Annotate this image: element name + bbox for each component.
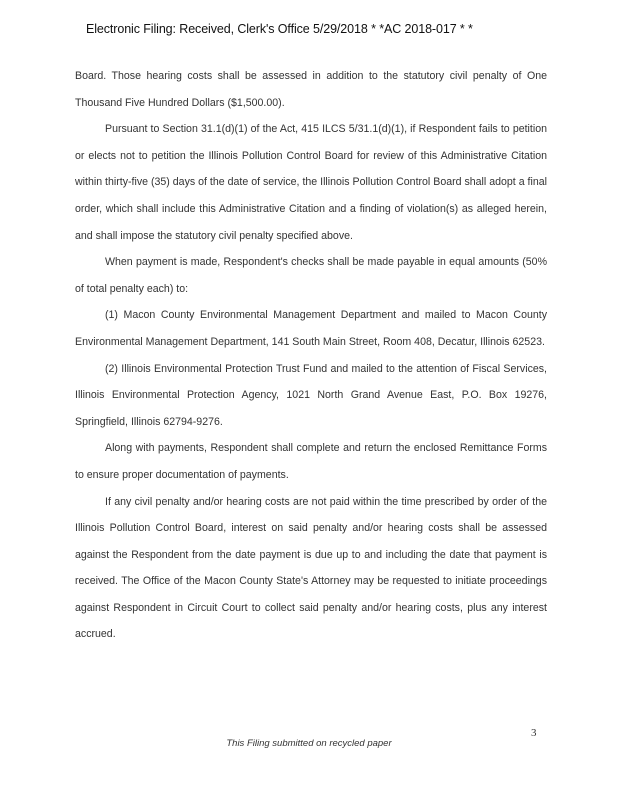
page-number: 3 (531, 727, 537, 739)
document-body (75, 63, 547, 648)
paragraph-section-31: Pursuant to Section 31.1(d)(1) of the Act, 415 ILCS 5/31.1(d)(1), if Respondent fails to petition or elects not to petition the Illinois Pollution Control Board for review of this Administrative Citation within thirty-five (35) days of the date of service, the Illinois Pollution Control Board shall adopt a final order, which shall include this Administrative Citation and a finding of violation(s) as alleged herein, and shall impose the statutory civil penalty specified above. (75, 123, 547, 242)
filing-header: Electronic Filing: Received, Clerk's Office 5/29/2018 * *AC 2018-017 * * (86, 22, 473, 36)
paragraph-payee-macon-county: (1) Macon County Environmental Management Department and mailed to Macon County Environmental Management Department, 141 South Main Street, Room 408, Decatur, Illinois 62523. (75, 309, 547, 348)
paragraph-payment-instructions: When payment is made, Respondent's checks shall be made payable in equal amounts (50% of total penalty each) to: (75, 256, 547, 295)
recycled-paper-footer: This Filing submitted on recycled paper (226, 738, 392, 749)
paragraph-interest: If any civil penalty and/or hearing costs are not paid within the time prescribed by order of the Illinois Pollution Control Board, interest on said penalty and/or hearing costs shall be assessed against the Respondent from the date payment is due up to and including the date that payment is received. The Office of the Macon County State's Attorney may be requested to initiate proceedings against Respondent in Circuit Court to collect said penalty and/or hearing costs, plus any interest accrued. (75, 495, 547, 641)
paragraph-hearing-costs: Board. Those hearing costs shall be assessed in addition to the statutory civil penalty of One Thousand Five Hundred Dollars ($1,500.00). (75, 70, 547, 109)
paragraph-payee-illinois-epa: (2) Illinois Environmental Protection Trust Fund and mailed to the attention of Fiscal Services, Illinois Environmental Protection Agency, 1021 North Grand Avenue East, P.O. Box 19276, Springfield, Illinois 62794-9276. (75, 362, 547, 428)
paragraph-remittance-forms: Along with payments, Respondent shall complete and return the enclosed Remittance Forms to ensure proper documentation of payments. (75, 442, 547, 481)
